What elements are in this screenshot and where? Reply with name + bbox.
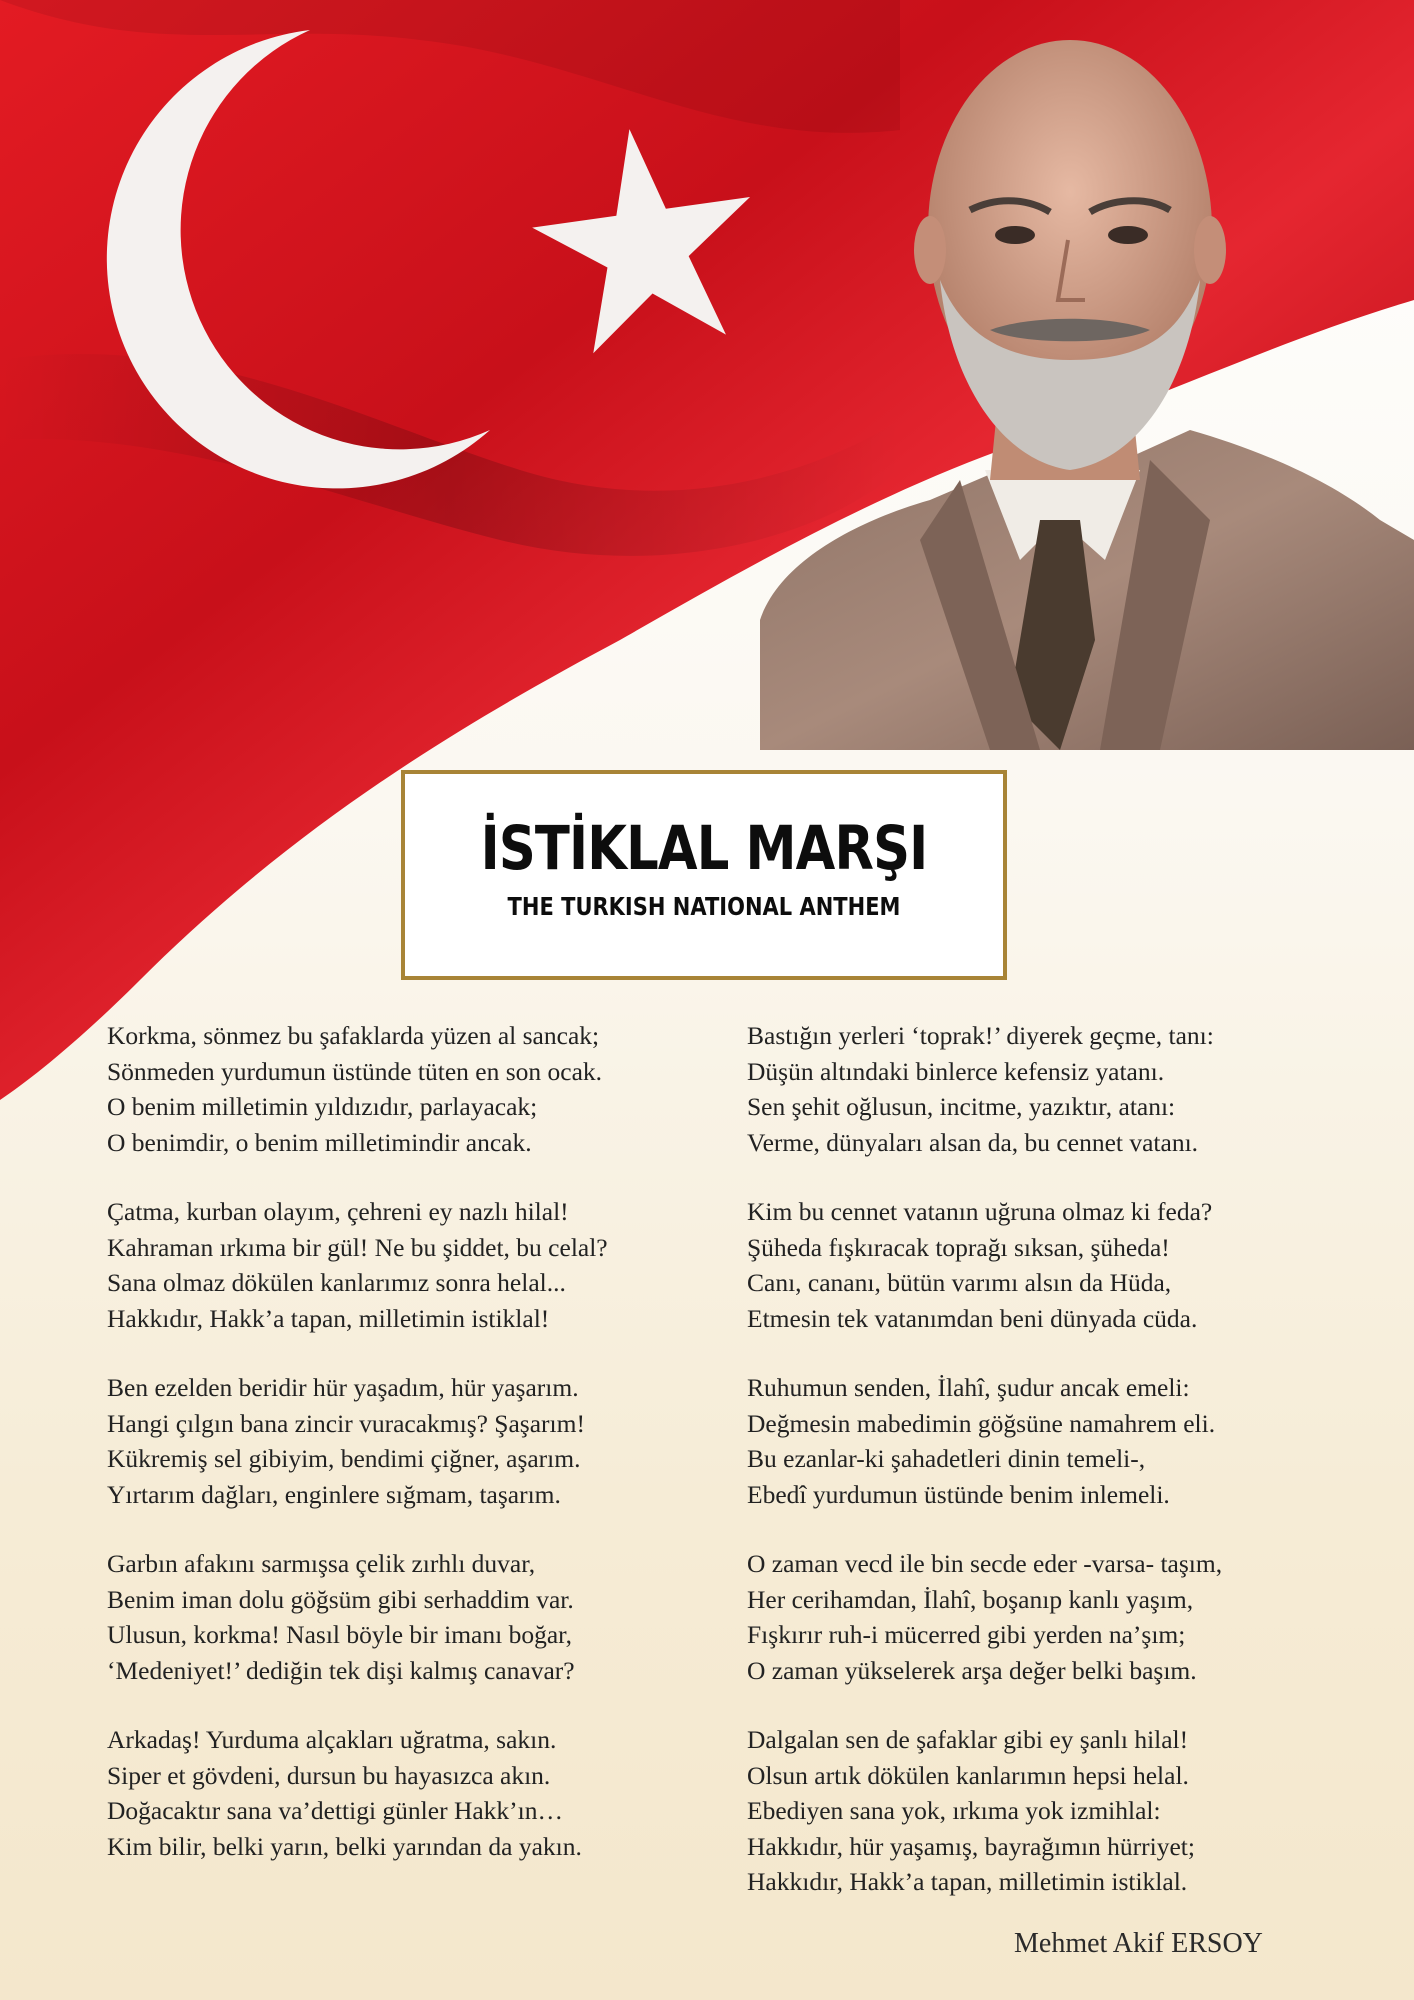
- stanza: [107, 1370, 747, 1512]
- poem-line: O zaman vecd ile bin secde eder -varsa- taşım,: [747, 1549, 1223, 1578]
- poem-line: Hakkıdır, Hakk’a tapan, milletimin istiklal!: [107, 1303, 550, 1333]
- poem-line: O benim milletimin yıldızıdır, parlayacak;: [107, 1092, 538, 1121]
- poem-line: Olsun artık dökülen kanlarımın hepsi helal.: [747, 1760, 1189, 1790]
- poem-line: Bu ezanlar-ki şahadetleri dinin temeli-,: [747, 1444, 1146, 1473]
- poem-column-left: [107, 1018, 747, 1898]
- poem-line: Kim bilir, belki yarın, belki yarından da yakın.: [107, 1831, 582, 1861]
- poem-line: Ebediyen sana yok, ırkıma yok izmihlal:: [747, 1796, 1161, 1825]
- poem-line: Değmesin mabedimin göğsüne namahrem eli.: [747, 1408, 1216, 1438]
- poem-line: Siper et gövdeni, dursun bu hayasızca akın.: [107, 1760, 551, 1790]
- poem-line: Hakkıdır, Hakk’a tapan, milletimin istiklal.: [747, 1867, 1188, 1896]
- poem-line: Ulusun, korkma! Nasıl böyle bir imanı boğar,: [107, 1620, 572, 1649]
- poem-line: O benimdir, o benim milletimindir ancak.: [107, 1127, 532, 1157]
- poem-line: Çatma, kurban olayım, çehreni ey nazlı hilal!: [107, 1197, 569, 1226]
- page-title: İSTİKLAL MARŞI: [480, 813, 928, 884]
- stanza: [107, 1018, 747, 1160]
- poem-line: Sen şehit oğlusun, incitme, yazıktır, atanı:: [747, 1092, 1176, 1121]
- stanza: [107, 1722, 747, 1864]
- poem-line: Hangi çılgın bana zincir vuracakmış? Şaşarım!: [107, 1408, 585, 1438]
- poem-line: Her cerihamdan, İlahî, boşanıp kanlı yaşım,: [747, 1584, 1194, 1614]
- poem-line: Yırtarım dağları, enginlere sığmam, taşarım.: [107, 1479, 561, 1509]
- poem-line: Ebedî yurdumun üstünde benim inlemeli.: [747, 1479, 1170, 1509]
- author-signature: Mehmet Akif ERSOY: [1014, 1928, 1263, 1959]
- poem-line: Sana olmaz dökülen kanlarımız sonra helal...: [107, 1268, 566, 1297]
- poem-line: Düşün altındaki binlerce kefensiz yatanı.: [747, 1056, 1165, 1086]
- page-subtitle: THE TURKISH NATIONAL ANTHEM: [507, 892, 901, 921]
- poem-line: Şüheda fışkıracak toprağı sıksan, şüheda!: [747, 1232, 1170, 1262]
- title-box: [401, 770, 1007, 980]
- stanza: [107, 1194, 747, 1336]
- poem-column-right: [747, 1018, 1387, 1934]
- stanza: [107, 1546, 747, 1688]
- poem-line: Arkadaş! Yurduma alçakları uğratma, sakın.: [107, 1725, 557, 1754]
- poem-line: Verme, dünyaları alsan da, bu cennet vatanı.: [747, 1127, 1199, 1157]
- stanza: [747, 1018, 1387, 1160]
- stanza: [747, 1194, 1387, 1336]
- poem-line: O zaman yükselerek arşa değer belki başım.: [747, 1655, 1197, 1685]
- poem-line: Korkma, sönmez bu şafaklarda yüzen al sancak;: [107, 1021, 600, 1050]
- poem-line: Canı, cananı, bütün varımı alsın da Hüda,: [747, 1268, 1172, 1297]
- poem-line: Hakkıdır, hür yaşamış, bayrağımın hürriyet;: [747, 1831, 1195, 1861]
- poem-line: Bastığın yerleri ‘toprak!’ diyerek geçme, tanı:: [747, 1021, 1214, 1050]
- poem-line: Garbın afakını sarmışsa çelik zırhlı duvar,: [107, 1549, 536, 1578]
- stanza: [747, 1546, 1387, 1688]
- poem-line: Ben ezelden beridir hür yaşadım, hür yaşarım.: [107, 1373, 579, 1402]
- stanza: [747, 1370, 1387, 1512]
- poem-line: Doğacaktır sana va’dettigi günler Hakk’ın…: [107, 1796, 564, 1825]
- stanza: [747, 1722, 1387, 1900]
- poem-line: Dalgalan sen de şafaklar gibi ey şanlı hilal!: [747, 1725, 1189, 1754]
- poem-line: Kim bu cennet vatanın uğruna olmaz ki feda?: [747, 1197, 1213, 1226]
- poem-line: Fışkırır ruh-i mücerred gibi yerden na’şım;: [747, 1620, 1186, 1649]
- poem-line: Ruhumun senden, İlahî, şudur ancak emeli:: [747, 1373, 1190, 1402]
- poem-line: Kahraman ırkıma bir gül! Ne bu şiddet, bu celal?: [107, 1232, 608, 1262]
- poem-line: Sönmeden yurdumun üstünde tüten en son ocak.: [107, 1056, 603, 1086]
- poem-line: Kükremiş sel gibiyim, bendimi çiğner, aşarım.: [107, 1444, 581, 1473]
- poem-line: Benim iman dolu göğsüm gibi serhaddim var.: [107, 1584, 574, 1614]
- poem-line: Etmesin tek vatanımdan beni dünyada cüda.: [747, 1303, 1198, 1333]
- poem-line: ‘Medeniyet!’ dediğin tek dişi kalmış canavar?: [107, 1655, 575, 1685]
